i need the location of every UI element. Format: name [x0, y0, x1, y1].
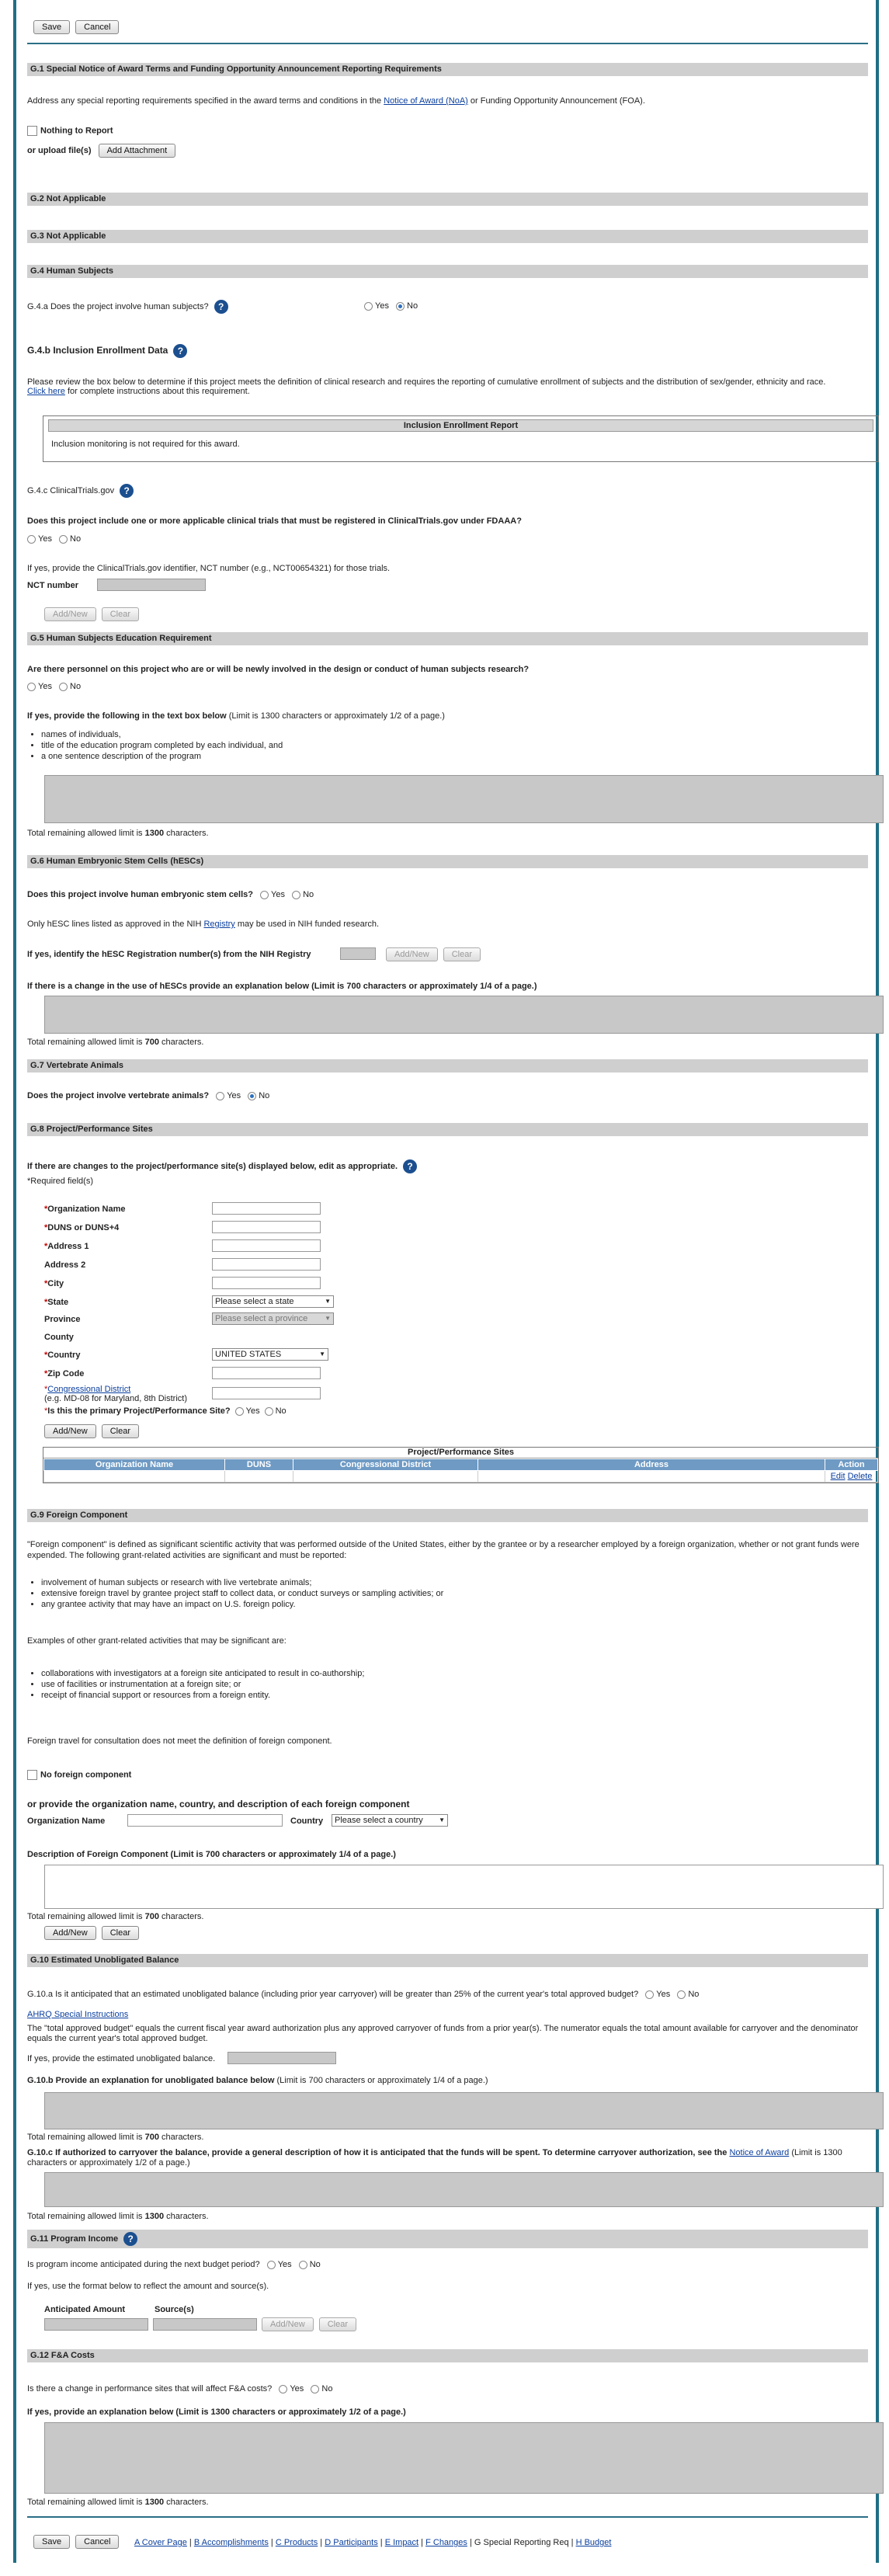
delete-link[interactable]: Delete — [847, 1472, 873, 1481]
inclusion-report-box — [43, 415, 879, 462]
section-g8-header: G.8 Project/Performance Sites — [27, 1123, 868, 1136]
g11-question-row — [27, 2260, 321, 2269]
g7-question: Does the project involve vertebrate animals? — [27, 1091, 210, 1100]
sites-table — [43, 1458, 878, 1483]
site-zip-label — [44, 1369, 84, 1378]
g9-travel-note: Foreign travel for consultation does not meet the definition of foreign component. — [27, 1736, 332, 1746]
g9-definition: "Foreign component" is defined as significant scientific activity that was performed outside of the United States, either by the grantee or by a researcher employed by a foreign organization, whether or not grant funds were expended. The following grant-related activities are significant and must be reported: — [27, 1540, 859, 1560]
col-duns: DUNS — [225, 1459, 293, 1471]
site-org-input[interactable] — [212, 1202, 321, 1215]
required-marker: * — [44, 1385, 48, 1394]
g10c-bold: G.10.c If authorized to carryover the balance, provide a general description of how it is anticipated that the funds will be spent. To determine carryover authorization, see the — [27, 2148, 730, 2157]
site-primary-no-label: No — [275, 1406, 286, 1416]
nav-separator: | — [268, 2538, 276, 2547]
g5-no-radio[interactable] — [59, 683, 68, 691]
g6-question: Does this project involve human embryonic stem cells? — [27, 890, 253, 899]
required-marker: * — [44, 1223, 48, 1232]
help-icon[interactable]: ? — [123, 2232, 137, 2246]
required-marker: * — [44, 1298, 48, 1307]
site-addr2-input[interactable] — [212, 1258, 321, 1271]
g6-only-text — [27, 920, 379, 929]
nav-separator: | — [568, 2538, 576, 2547]
g12-ifyes: If yes, provide an explanation below (Limit is 1300 characters or approximately 1/2 of a page.) — [27, 2407, 406, 2417]
section-g5-header: G.5 Human Subjects Education Requirement — [27, 632, 868, 645]
income-add-new-button[interactable]: Add/New — [262, 2317, 314, 2331]
nav-item-a-cover-page[interactable]: A Cover Page — [134, 2538, 187, 2547]
cell-duns — [225, 1471, 293, 1483]
foreign-country-select[interactable] — [332, 1814, 448, 1827]
g6-buttons — [386, 947, 481, 961]
g8-buttons — [44, 1424, 139, 1438]
g10c-remaining-pre: Total remaining allowed limit is — [27, 2212, 145, 2221]
form-frame — [13, 0, 879, 2563]
site-add-new-button[interactable]: Add/New — [44, 1424, 96, 1438]
anticipated-amount-input[interactable] — [44, 2318, 148, 2331]
nav-item-d-participants[interactable]: D Participants — [325, 2538, 378, 2547]
site-duns-text: DUNS or DUNS+4 — [47, 1223, 120, 1232]
g10a-no-label: No — [688, 1990, 700, 1999]
g9-remaining-post: characters. — [158, 1912, 204, 1921]
g12-yes-label: Yes — [290, 2384, 304, 2393]
site-province-text: Province — [44, 1315, 81, 1324]
g6-only-pre: Only hESC lines listed as approved in the NIH — [27, 920, 204, 929]
required-marker: * — [44, 1351, 48, 1360]
g7-no-radio[interactable] — [248, 1092, 256, 1100]
no-foreign-component-checkbox[interactable] — [27, 1770, 37, 1780]
g4b-row — [27, 344, 187, 358]
nav-separator: | — [418, 2538, 426, 2547]
g11-yes-radio[interactable] — [267, 2261, 276, 2269]
g11-no-radio[interactable] — [299, 2261, 307, 2269]
g11-yes-label: Yes — [277, 2260, 292, 2269]
g4b-review-line: Please review the box below to determine if this project meets the definition of clinical research and requires the reporting of cumulative enrollment of subjects and the distribution of sex/gender, ethnicity and race. — [27, 377, 826, 387]
inclusion-report-title: Inclusion Enrollment Report — [48, 419, 873, 432]
nav-item-g-special-reporting-req[interactable]: G Special Reporting Req — [474, 2538, 569, 2547]
foreign-org-label: Organization Name — [27, 1816, 106, 1826]
g12-remaining-post: characters. — [164, 2498, 209, 2507]
site-province-label — [44, 1315, 80, 1324]
g6-no-radio[interactable] — [292, 891, 300, 899]
cell-cd — [293, 1471, 478, 1483]
g1-upload-row — [27, 144, 175, 158]
site-country-text: Country — [47, 1351, 81, 1360]
hesc-add-new-button[interactable]: Add/New — [386, 947, 438, 961]
sites-table-title: Project/Performance Sites — [43, 1448, 878, 1458]
g10b-bold: G.10.b Provide an explanation for unobligated balance below — [27, 2076, 275, 2085]
chevron-down-icon: ▼ — [319, 1351, 325, 1358]
save-button[interactable]: Save — [33, 20, 70, 34]
site-org-text: Organization Name — [47, 1205, 126, 1214]
g6-identify-row — [27, 950, 311, 959]
site-primary-yes-radio[interactable] — [235, 1407, 244, 1416]
list-item: • receipt of financial support or resources from a foreign entity. — [41, 1691, 364, 1700]
g5-question: Are there personnel on this project who are or will be newly involved in the design or conduct of human subjects research? — [27, 665, 530, 674]
ahrq-instructions-link[interactable]: AHRQ Special Instructions — [27, 2010, 129, 2019]
list-item: • collaborations with investigators at a foreign site anticipated to result in co-authorship; — [41, 1669, 364, 1678]
click-here-post: for complete instructions about this requirement. — [64, 387, 250, 396]
g10b-remaining-pre: Total remaining allowed limit is — [27, 2133, 145, 2142]
g6-textarea[interactable] — [44, 996, 884, 1034]
g12-remaining-pre: Total remaining allowed limit is — [27, 2498, 145, 2507]
chevron-down-icon: ▼ — [325, 1298, 331, 1305]
site-primary-row — [44, 1406, 286, 1416]
g9-or-provide: or provide the organization name, country, and description of each foreign component — [27, 1799, 410, 1809]
site-zip-input[interactable] — [212, 1367, 321, 1379]
nav-item-h-budget[interactable]: H Budget — [575, 2538, 612, 2547]
help-icon[interactable]: ? — [120, 484, 134, 498]
no-foreign-label: No foreign component — [40, 1770, 132, 1780]
g9-examples: Examples of other grant-related activities that may be significant are: — [27, 1636, 286, 1646]
g4c-yes-radio[interactable] — [27, 535, 36, 544]
g8-changes-text: If there are changes to the project/performance site(s) displayed below, edit as appropriate. — [27, 1161, 398, 1171]
site-duns-label — [44, 1223, 119, 1232]
nav-separator: | — [318, 2538, 325, 2547]
cell-action — [825, 1471, 878, 1483]
section-g11-header — [27, 2230, 868, 2248]
upload-label: or upload file(s) — [27, 146, 92, 155]
site-state-label — [44, 1298, 68, 1307]
g10a-yes-radio[interactable] — [645, 1990, 654, 1999]
g4b-review-text — [27, 377, 866, 396]
nav-item-e-impact[interactable]: E Impact — [384, 2538, 419, 2547]
g10b-remaining-num: 700 — [144, 2133, 159, 2142]
g4a-yes-radio[interactable] — [364, 302, 373, 311]
bottom-divider — [27, 2516, 868, 2518]
hesc-registration-input[interactable] — [340, 947, 376, 960]
g10a-yes-label: Yes — [656, 1990, 671, 1999]
g1-desc-pre: Address any special reporting requirements specified in the award terms and conditions in the — [27, 96, 384, 106]
g10b-remaining-post: characters. — [158, 2133, 204, 2142]
g12-yes-radio[interactable] — [279, 2385, 287, 2393]
g4c-no-label: No — [70, 534, 82, 544]
required-marker: * — [44, 1242, 48, 1251]
required-marker: * — [44, 1279, 48, 1288]
site-cd-label — [44, 1385, 187, 1403]
cancel-button[interactable]: Cancel — [75, 20, 119, 34]
g9-bullet-list-2 — [27, 1669, 364, 1700]
required-marker: * — [44, 1406, 48, 1416]
nih-registry-link[interactable]: Registry — [203, 920, 235, 929]
list-item: • a one sentence description of the program — [41, 752, 283, 761]
anticipated-amount-label: Anticipated Amount — [44, 2305, 126, 2314]
g12-question-row — [27, 2384, 332, 2393]
section-g7-header: G.7 Vertebrate Animals — [27, 1059, 868, 1072]
g5-ifyes — [27, 711, 445, 721]
g4a-no-radio[interactable] — [396, 302, 405, 311]
site-state-select[interactable] — [212, 1295, 334, 1308]
g12-no-label: No — [321, 2384, 333, 2393]
site-country-value: UNITED STATES — [215, 1350, 282, 1359]
foreign-desc-label: Description of Foreign Component (Limit is 700 characters or approximately 1/4 of a page.) — [27, 1850, 396, 1859]
site-clear-button[interactable]: Clear — [102, 1424, 139, 1438]
top-divider — [27, 43, 868, 44]
g12-remaining — [27, 2498, 209, 2507]
g11-buttons — [262, 2317, 356, 2331]
nct-clear-button[interactable]: Clear — [102, 607, 139, 621]
g10a-row — [27, 1990, 699, 1999]
site-province-value: Please select a province — [215, 1314, 308, 1323]
site-primary-no-radio[interactable] — [265, 1407, 273, 1416]
site-zip-text: Zip Code — [47, 1369, 85, 1378]
cell-org — [44, 1471, 225, 1483]
section-g1-header: G.1 Special Notice of Award Terms and Funding Opportunity Announcement Reporting Requirements — [27, 63, 868, 76]
g11-no-label: No — [309, 2260, 321, 2269]
col-address: Address — [478, 1459, 825, 1471]
g6-remaining — [27, 1038, 203, 1047]
g4a-no-label: No — [407, 301, 418, 311]
g10b-label — [27, 2076, 488, 2085]
g11-question: Is program income anticipated during the next budget period? — [27, 2260, 260, 2269]
cell-address — [478, 1471, 825, 1483]
g4b-heading: G.4.b Inclusion Enrollment Data — [27, 344, 168, 356]
g1-description — [27, 96, 645, 106]
hesc-clear-button[interactable]: Clear — [443, 947, 481, 961]
section-nav — [134, 2538, 611, 2547]
site-addr1-text: Address 1 — [47, 1242, 89, 1251]
g8-changes-row — [27, 1159, 417, 1173]
section-g3-header: G.3 Not Applicable — [27, 230, 868, 243]
list-item: • use of facilities or instrumentation at a foreign site; or — [41, 1680, 364, 1689]
nct-add-new-button[interactable]: Add/New — [44, 607, 96, 621]
g10-budget-def: The "total approved budget" equals the current fiscal year award authorization plus any approved carryover of funds from a prior year(s). The numerator equals the total amount available for carryover and the denominator equals the current year's total approved budget. — [27, 2024, 859, 2043]
g10c-noa-link[interactable]: Notice of Award — [729, 2148, 790, 2157]
col-org: Organization Name — [44, 1459, 225, 1471]
g5-remaining — [27, 829, 209, 838]
g6-only-post: may be used in NIH funded research. — [234, 920, 380, 929]
g4a-yes-label: Yes — [375, 301, 389, 311]
site-city-label — [44, 1279, 64, 1288]
g5-textarea[interactable] — [44, 775, 884, 823]
nct-number-input[interactable] — [97, 579, 206, 591]
sources-label: Source(s) — [155, 2305, 194, 2314]
required-marker: * — [44, 1205, 48, 1214]
g1-desc-post: or Funding Opportunity Announcement (FOA). — [467, 96, 645, 106]
g6-change-label: If there is a change in the use of hESCs provide an explanation below (Limit is 700 characters or approximately 1/4 of a page.) — [27, 982, 537, 991]
top-toolbar — [33, 20, 119, 34]
section-g12-header: G.12 F&A Costs — [27, 2349, 868, 2362]
sites-table-box — [43, 1447, 879, 1483]
site-province-select[interactable] — [212, 1312, 334, 1325]
g4c-ifyes: If yes, provide the ClinicalTrials.gov identifier, NCT number (e.g., NCT00654321) for those trials. — [27, 564, 391, 573]
section-g10-header: G.10 Estimated Unobligated Balance — [27, 1954, 868, 1967]
g10c-textarea[interactable] — [44, 2172, 884, 2207]
g5-remaining-post: characters. — [164, 829, 209, 838]
nav-separator: | — [467, 2538, 474, 2547]
g7-question-row — [27, 1091, 269, 1100]
site-city-input[interactable] — [212, 1277, 321, 1289]
site-addr2-label — [44, 1260, 85, 1270]
site-addr1-input[interactable] — [212, 1239, 321, 1252]
g7-yes-radio[interactable] — [216, 1092, 224, 1100]
g10c-rest: (Limit is 1300 characters or approximately 1/2 of a page.) — [27, 2148, 842, 2168]
noa-link[interactable]: Notice of Award (NoA) — [384, 96, 468, 106]
g4a-row — [27, 300, 228, 314]
list-item: • title of the education program completed by each individual, and — [41, 741, 283, 750]
nav-item-c-products[interactable]: C Products — [275, 2538, 318, 2547]
site-org-label — [44, 1205, 126, 1214]
list-item: • any grantee activity that may have an impact on U.S. foreign policy. — [41, 1600, 443, 1609]
nothing-to-report-checkbox[interactable] — [27, 126, 37, 136]
site-city-text: City — [47, 1279, 64, 1288]
g5-no-label: No — [70, 682, 82, 691]
g4c-heading: G.4.c ClinicalTrials.gov — [27, 485, 115, 495]
g11-ifyes: If yes, use the format below to reflect the amount and source(s). — [27, 2282, 269, 2291]
foreign-country-label: Country — [290, 1816, 324, 1826]
add-attachment-button[interactable]: Add Attachment — [99, 144, 176, 158]
g9-remaining — [27, 1912, 203, 1921]
section-g4-header: G.4 Human Subjects — [27, 265, 868, 278]
g12-remaining-num: 1300 — [144, 2498, 165, 2507]
site-addr1-label — [44, 1242, 89, 1251]
g5-yes-radio[interactable] — [27, 683, 36, 691]
g5-bullets — [27, 728, 283, 763]
income-clear-button[interactable]: Clear — [319, 2317, 356, 2331]
bottom-toolbar — [33, 2535, 119, 2549]
g9-remaining-pre: Total remaining allowed limit is — [27, 1912, 145, 1921]
g4c-no-radio[interactable] — [59, 535, 68, 544]
help-icon[interactable]: ? — [214, 300, 228, 314]
g10c-remaining-num: 1300 — [144, 2212, 165, 2221]
ahrq-row — [27, 2010, 128, 2019]
g10b-textarea[interactable] — [44, 2092, 884, 2129]
nav-item-b-accomplishments[interactable]: B Accomplishments — [193, 2538, 269, 2547]
foreign-clear-button[interactable]: Clear — [102, 1926, 139, 1940]
help-icon[interactable]: ? — [173, 344, 187, 358]
chevron-down-icon: ▼ — [325, 1315, 331, 1322]
site-addr2-text: Address 2 — [44, 1260, 86, 1270]
foreign-country-value: Please select a country — [335, 1816, 423, 1825]
g9-bullet-list-1 — [27, 1578, 443, 1609]
g6-question-row — [27, 890, 314, 899]
g6-identify-label: If yes, identify the hESC Registration number(s) from the NIH Registry — [27, 950, 311, 959]
site-cd-example: (e.g. MD-08 for Maryland, 8th District) — [44, 1394, 187, 1403]
edit-link[interactable]: Edit — [830, 1472, 846, 1481]
site-primary-label: Is this the primary Project/Performance Site? — [47, 1406, 231, 1416]
g12-no-radio[interactable] — [311, 2385, 319, 2393]
g12-textarea[interactable] — [44, 2422, 884, 2494]
g5-ifyes-bold: If yes, provide the following in the text box below — [27, 711, 227, 721]
nav-separator: | — [377, 2538, 385, 2547]
nav-separator: | — [186, 2538, 194, 2547]
table-row — [44, 1471, 878, 1483]
section-g2-header: G.2 Not Applicable — [27, 193, 868, 206]
chevron-down-icon: ▼ — [439, 1816, 445, 1823]
site-duns-input[interactable] — [212, 1221, 321, 1233]
g5-remaining-pre: Total remaining allowed limit is — [27, 829, 145, 838]
site-primary-yes-label: Yes — [245, 1406, 260, 1416]
g9-bullets1 — [27, 1577, 443, 1611]
section-g9-header: G.9 Foreign Component — [27, 1509, 868, 1522]
g6-no-label: No — [303, 890, 314, 899]
g5-yes-label: Yes — [38, 682, 52, 691]
list-item: • names of individuals, — [41, 730, 283, 739]
g6-remaining-pre: Total remaining allowed limit is — [27, 1038, 145, 1047]
g1-nothing-row — [27, 126, 113, 136]
list-item: • involvement of human subjects or research with live vertebrate animals; — [41, 1578, 443, 1587]
site-country-label — [44, 1351, 80, 1360]
site-state-text: State — [47, 1298, 69, 1307]
g10a-no-radio[interactable] — [677, 1990, 686, 1999]
g9-remaining-num: 700 — [144, 1912, 159, 1921]
site-state-value: Please select a state — [215, 1297, 294, 1306]
click-here-link[interactable]: Click here — [27, 387, 65, 396]
g9-buttons — [44, 1926, 139, 1940]
g5-ifyes-rest: (Limit is 1300 characters or approximately 1/2 of a page.) — [226, 711, 445, 721]
g4c-yes-label: Yes — [38, 534, 52, 544]
nav-item-f-changes[interactable]: F Changes — [425, 2538, 467, 2547]
g6-remaining-num: 700 — [144, 1038, 159, 1047]
g10c-remaining-post: characters. — [164, 2212, 209, 2221]
site-country-select[interactable] — [212, 1348, 328, 1361]
nothing-to-report-label: Nothing to Report — [40, 126, 113, 136]
g4a-question: G.4.a Does the project involve human subjects? — [27, 301, 209, 311]
g10c-label — [27, 2148, 866, 2168]
g10b-rest: (Limit is 700 characters or approximately 1/4 of a page.) — [274, 2076, 488, 2085]
save-button[interactable]: Save — [33, 2535, 70, 2549]
unobligated-balance-input[interactable] — [227, 2052, 336, 2064]
site-county-text: County — [44, 1333, 74, 1342]
g4a-radios — [364, 301, 418, 311]
sources-input[interactable] — [153, 2318, 257, 2331]
cancel-button[interactable]: Cancel — [75, 2535, 119, 2549]
foreign-org-input[interactable] — [127, 1814, 283, 1827]
g5-bullet-list — [27, 730, 283, 761]
g6-yes-label: Yes — [271, 890, 285, 899]
g4c-question: Does this project include one or more applicable clinical trials that must be registered in ClinicalTrials.gov under FDAAA? — [27, 516, 522, 526]
inclusion-report-text: Inclusion monitoring is not required for this award. — [51, 440, 240, 449]
section-g6-header: G.6 Human Embryonic Stem Cells (hESCs) — [27, 855, 868, 868]
g6-yes-radio[interactable] — [260, 891, 269, 899]
g9-no-foreign-row — [27, 1770, 131, 1780]
g10b-remaining — [27, 2133, 203, 2142]
congressional-district-link[interactable]: Congressional District — [47, 1385, 131, 1394]
g8-required-note: *Required field(s) — [27, 1177, 93, 1186]
g6-remaining-post: characters. — [158, 1038, 204, 1047]
nct-label: NCT number — [27, 581, 78, 590]
g11-title: G.11 Program Income — [30, 2234, 119, 2244]
required-marker: * — [44, 1369, 48, 1378]
foreign-desc-textarea[interactable] — [44, 1865, 884, 1909]
site-county-label — [44, 1333, 74, 1342]
g4c-row — [27, 484, 134, 498]
site-cd-input[interactable] — [212, 1387, 321, 1399]
g10-ifyes-balance: If yes, provide the estimated unobligated balance. — [27, 2054, 216, 2063]
help-icon[interactable]: ? — [403, 1159, 417, 1173]
g5-radios — [27, 682, 81, 691]
list-item: • extensive foreign travel by grantee project staff to collect data, or conduct surveys or sampling activities; or — [41, 1589, 443, 1598]
foreign-add-new-button[interactable]: Add/New — [44, 1926, 96, 1940]
g10a-question: G.10.a Is it anticipated that an estimated unobligated balance (including prior year carryover) will be greater than 25% of the current year's total approved budget? — [27, 1990, 639, 1999]
g7-no-label: No — [259, 1091, 270, 1100]
g5-remaining-num: 1300 — [144, 829, 165, 838]
g4c-radios — [27, 534, 81, 544]
col-action: Action — [825, 1459, 878, 1471]
g7-yes-label: Yes — [227, 1091, 241, 1100]
g4c-buttons — [44, 607, 139, 621]
g10c-remaining — [27, 2212, 209, 2221]
g9-bullets2 — [27, 1667, 364, 1702]
g12-question: Is there a change in performance sites that will affect F&A costs? — [27, 2384, 273, 2393]
col-cd: Congressional District — [293, 1459, 478, 1471]
